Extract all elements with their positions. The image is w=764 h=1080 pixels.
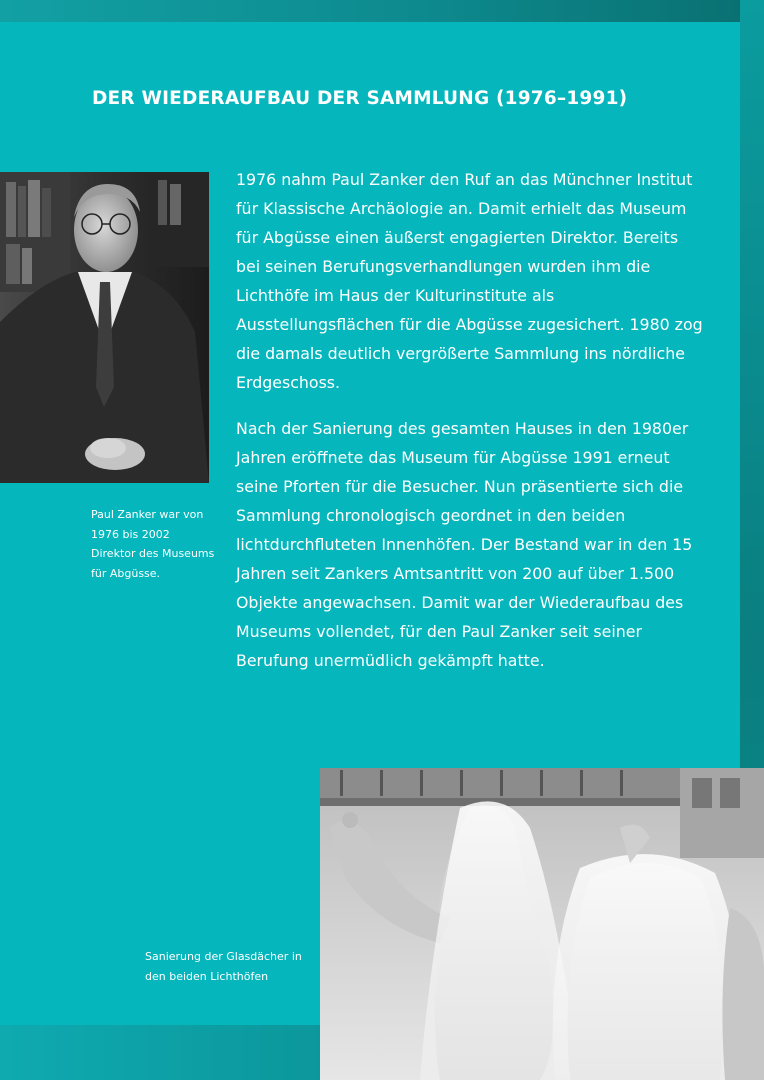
statues-photo bbox=[320, 768, 764, 1080]
portrait-photo bbox=[0, 172, 209, 483]
page-title: DER WIEDERAUFBAU DER SAMMLUNG (1976–1991) bbox=[92, 88, 628, 109]
paragraph: Nach der Sanierung des gesamten Hauses in den 1980er Jahren eröffnete das Museum für Abgüsse 1991 erneut seine Pforten für die Besucher. Nun präsentierte sich die Sammlung chronologisch geordnet in den beiden lichtdurchfluteten Innenhöfen. Der Bestand war in den 15 Jahren seit Zankers Amtsantritt von 200 auf über 1.500 Objekte angewachsen. Damit war der Wiederaufbau des Museums vollendet, für den Paul Zanker seit seiner Berufung unermüdlich gekämpft hatte. bbox=[236, 419, 693, 670]
photo-caption: Sanierung der Glasdächer in den beiden Lichthöfen bbox=[145, 950, 302, 983]
body-text bbox=[236, 165, 706, 675]
portrait-caption: Paul Zanker war von 1976 bis 2002 Direktor des Museums für Abgüsse. bbox=[91, 508, 215, 580]
paragraph: 1976 nahm Paul Zanker den Ruf an das Münchner Institut für Klassische Archäologie an. Damit erhielt das Museum für Abgüsse einen äußerst engagierten Direktor. Bereits bei seinen Berufungsverhandlungen wurden ihm die Lichthöfe im Haus der Kulturinstitute als Ausstellungsflächen für die Abgüsse zugesichert. 1980 zog die damals deutlich vergrößerte Sammlung ins nördliche Erdgeschoss. bbox=[236, 170, 703, 392]
